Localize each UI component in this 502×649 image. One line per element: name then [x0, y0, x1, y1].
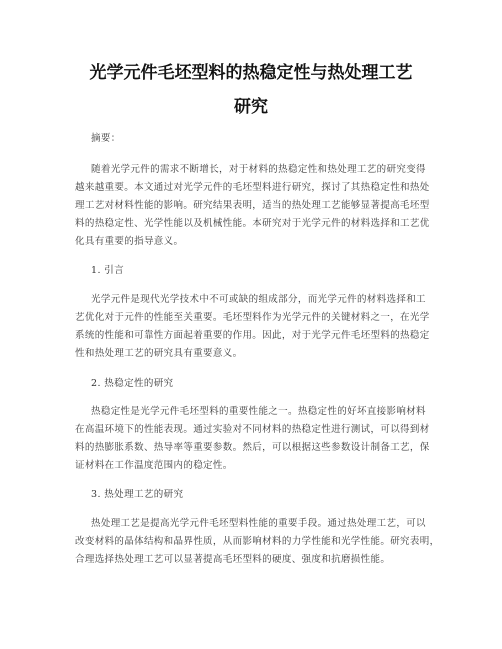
section-3-line-2: 改变材料的晶体结构和晶界性质，从而影响材料的力学性能和光学性能。研究表明， [75, 536, 440, 547]
section-1-line-3: 系统的性能和可靠性方面起着重要的作用。因此，对于光学元件毛坯型料的热稳定 [75, 330, 430, 341]
abstract-line-5: 化具有重要的指导意义。 [75, 236, 184, 247]
section-1-line-1: 光学元件是现代光学技术中不可或缺的组成部分，而光学元件的材料选择和工 [91, 294, 426, 305]
document-title-line-1: 光学元件毛坯型料的热稳定性与热处理工艺 [89, 63, 413, 83]
abstract-line-1: 随着光学元件的需求不断增长，对于材料的热稳定性和热处理工艺的研究变得 [91, 164, 426, 175]
document-title-line-2: 研究 [234, 97, 268, 117]
section-1-heading: 1. 引言 [91, 265, 125, 276]
section-2-line-1: 热稳定性是光学元件毛坯型料的重要性能之一。热稳定性的好坏直接影响材料 [91, 406, 426, 417]
section-3-heading: 3. 热处理工艺的研究 [91, 489, 184, 500]
abstract-line-2: 越来越重要。本文通过对光学元件的毛坯型料进行研究，探讨了其热稳定性和热处 [75, 182, 430, 193]
section-2-line-3: 料的热膨胀系数、热导率等重要参数。然后，可以根据这些参数设计制备工艺，保 [75, 442, 430, 453]
abstract-line-3: 理工艺对材料性能的影响。研究结果表明，适当的热处理工艺能够显著提高毛坯型 [75, 200, 430, 211]
section-3-line-3: 合理选择热处理工艺可以显著提高毛坯型料的硬度、强度和抗磨损性能。 [75, 554, 391, 565]
section-1-line-2: 艺优化对于元件的性能至关重要。毛坯型料作为光学元件的关键材料之一，在光学 [75, 312, 430, 323]
abstract-heading: 摘要： [91, 133, 121, 144]
abstract-line-4: 料的热稳定性、光学性能以及机械性能。本研究对于光学元件的材料选择和工艺优 [75, 218, 430, 229]
section-3-line-1: 热处理工艺是提高光学元件毛坯型料性能的重要手段。通过热处理工艺，可以 [91, 518, 426, 529]
section-1-line-4: 性和热处理工艺的研究具有重要意义。 [75, 348, 243, 359]
section-2-line-4: 证材料在工作温度范围内的稳定性。 [75, 460, 233, 471]
section-2-heading: 2. 热稳定性的研究 [91, 378, 174, 389]
section-2-line-2: 在高温环境下的性能表现。通过实验对不同材料的热稳定性进行测试，可以得到材 [75, 424, 430, 435]
